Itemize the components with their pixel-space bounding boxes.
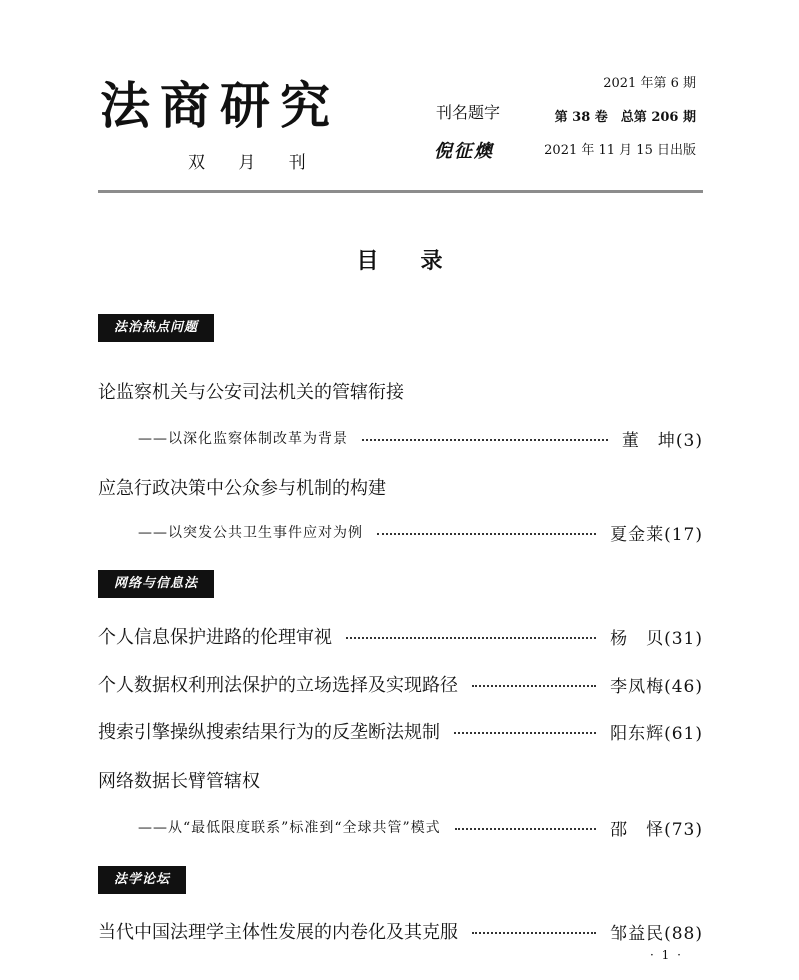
- issue-number: 2021 年第 6 期: [603, 76, 696, 91]
- toc-entry-author-page: 邵 怿(73): [610, 819, 703, 840]
- toc-entry-row[interactable]: [98, 918, 703, 944]
- toc-entry-author-page: 李凤梅(46): [610, 676, 703, 697]
- toc-entry-author-page: 夏金莱(17): [610, 524, 703, 545]
- toc-entry-subtitle: ——从“最低限度联系”标准到“全球共管”模式: [138, 820, 441, 836]
- dot-leader: [472, 932, 596, 934]
- section-label-hot-topics: 法治热点问题: [98, 314, 214, 342]
- toc-entry-row[interactable]: [98, 671, 703, 697]
- toc-entry-title[interactable]: 网络数据长臂管辖权: [98, 771, 260, 792]
- toc-entry-title[interactable]: 应急行政决策中公众参与机制的构建: [98, 478, 386, 499]
- issue-date: 2021 年 11 月 15 日出版: [544, 143, 696, 158]
- dot-leader: [454, 732, 596, 734]
- toc-entry-row[interactable]: [98, 623, 703, 649]
- toc-entry-subtitle: ——以深化监察体制改革为背景: [138, 431, 348, 447]
- toc-entry-author-page: 杨 贝(31): [610, 628, 703, 649]
- dot-leader: [377, 533, 596, 535]
- toc-entry-title: 搜索引擎操纵搜索结果行为的反垄断法规制: [98, 722, 440, 743]
- header-divider: [98, 190, 703, 193]
- calligraphy-label: 刊名题字: [436, 103, 501, 122]
- issue-volume: 第 38 卷 总第 206 期: [554, 110, 696, 125]
- section-label-jurisprudence-forum: 法学论坛: [98, 866, 186, 894]
- toc-entry-title: 当代中国法理学主体性发展的内卷化及其克服: [98, 922, 458, 943]
- toc-entry-author-page: 邹益民(88): [610, 923, 703, 944]
- dot-leader: [472, 685, 596, 687]
- toc-entry-author-page: 阳东辉(61): [610, 723, 703, 744]
- toc-entry-row[interactable]: [98, 814, 703, 840]
- toc-entry-row[interactable]: [98, 519, 703, 545]
- toc-entry-title: 个人数据权利刑法保护的立场选择及实现路径: [98, 675, 458, 696]
- dot-leader: [346, 637, 596, 639]
- toc-entry-subtitle: ——以突发公共卫生事件应对为例: [138, 525, 363, 541]
- dot-leader: [362, 439, 608, 441]
- toc-entry-title[interactable]: 论监察机关与公安司法机关的管辖衔接: [98, 382, 404, 403]
- page-number: · 1 ·: [650, 948, 683, 962]
- toc-entry-row[interactable]: [98, 425, 703, 451]
- toc-entry-row[interactable]: [98, 718, 703, 744]
- journal-frequency: 双 月 刊: [188, 153, 320, 173]
- toc-entry-author-page: 董 坤(3): [621, 430, 703, 451]
- calligraphy-name: 倪征燠: [434, 141, 494, 162]
- toc-heading: 目录: [356, 248, 485, 274]
- journal-title: 法商研究: [100, 76, 340, 135]
- section-label-cyber-law: 网络与信息法: [98, 570, 214, 598]
- dot-leader: [455, 828, 596, 830]
- toc-entry-title: 个人信息保护进路的伦理审视: [98, 627, 332, 648]
